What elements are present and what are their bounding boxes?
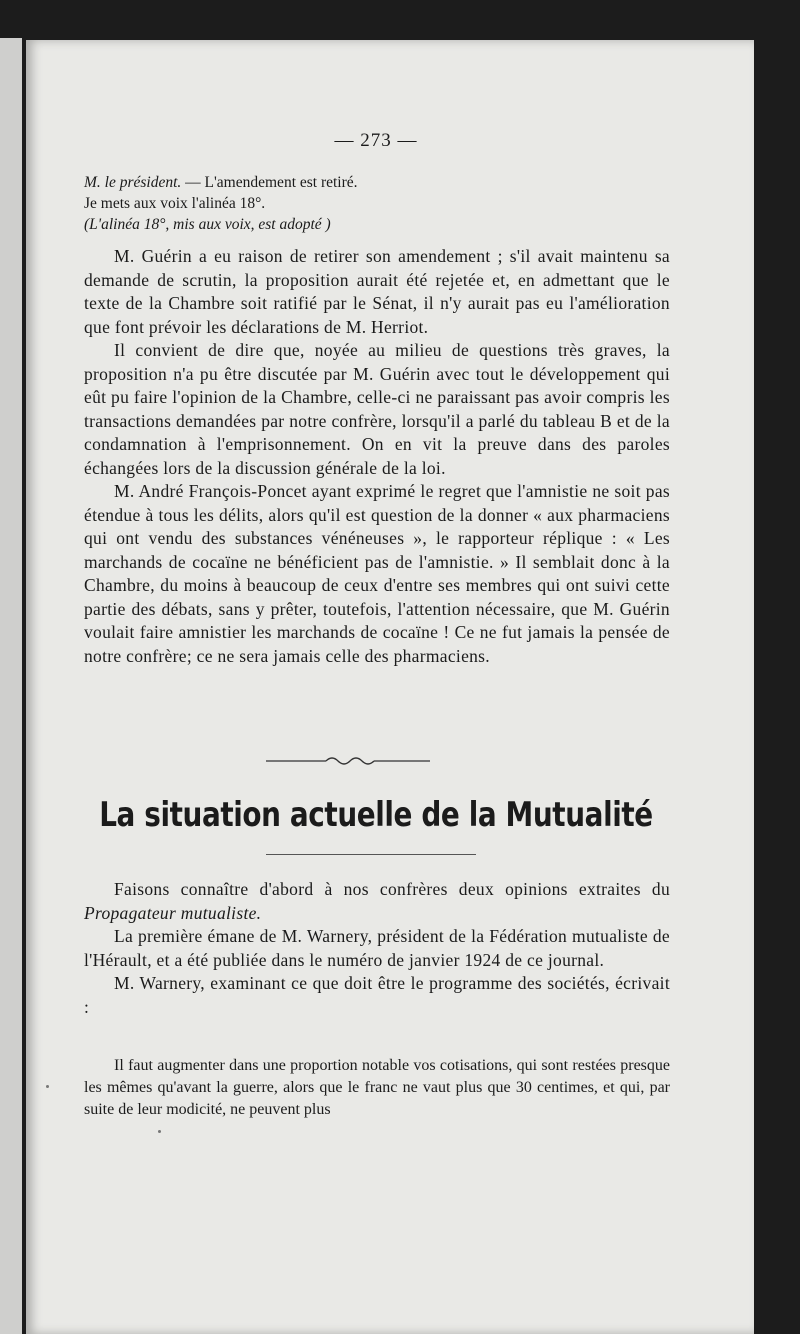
body-paragraphs [84,245,670,668]
opening-lines [84,172,670,235]
quotation: Il faut augmenter dans une proportion notable vos cotisations, qui sont restées presque les mêmes qu'avant la guerre, alors que le franc ne vaut plus que 30 centimes, et qui, par suite de leur modicité, ne peuvent plus [84,1057,670,1118]
title-underline [266,854,476,855]
section-title: La situation actuelle de la Mutualité [99,795,653,835]
journal-title: Propagateur mutualiste. [84,902,262,923]
paragraph: M. André François-Poncet ayant exprimé le regret que l'amnistie ne soit pas étendue à tous les délits, alors qu'il est question de la donner « aux pharmaciens qui ont vendu des substances vénéneuses », le rapporteur réplique : « Les marchands de cocaïne ne bénéficient pas de l'amnistie. » Il semblait donc à la Chambre, du moins à beaucoup de ceux d'entre ses membres qui ont suivi cette partie des débats, sans y prêter, toutefois, l'attention nécessaire, que M. Guérin voulait faire amnistier les marchands de cocaïne ! Ce ne fut jamais la pensée de notre confrère; ce ne sera jamais celle des pharmaciens. [84,481,670,666]
quotation-block [84,1055,670,1121]
paragraph: M. Warnery, examinant ce que doit être le programme des sociétés, écrivait : [84,973,670,1017]
facing-page-edge [0,38,22,1334]
president-line [84,172,670,193]
adopted-line: (L'alinéa 18°, mis aux voix, est adopté ) [84,216,331,233]
page-number: — 273 — [334,130,418,151]
paragraph: Il convient de dire que, noyée au milieu de questions très graves, la proposition n'a pu être discutée par M. Guérin avec tout le développement qui eût pu faire l'opinion de la Chambre, celle-ci ne paraissant pas avoir compris les transactions demandées par notre confrère, lorsqu'il a parlé du tableau B et de la condamnation à l'emprisonnement. On en vit la preuve dans des paroles échangées lors de la discussion générale de la loi. [84,340,670,478]
section-body [84,878,670,1019]
paragraph [84,878,670,925]
ornament-divider-icon [266,754,430,768]
paragraph: M. Guérin a eu raison de retirer son amendement ; s'il avait maintenu sa demande de scrutin, la proposition aurait été rejetée et, en admettant que le texte de la Chambre soit ratifié par le Sénat, il n'y aurait pas eu l'amélioration que font prévoir les déclarations de M. Herriot. [84,246,670,337]
vote-line: Je mets aux voix l'alinéa 18°. [84,195,266,212]
speaker-text: — L'amendement est retiré. [181,174,358,191]
ink-speck [158,1130,161,1133]
document-page [26,40,754,1334]
paragraph: La première émane de M. Warnery, président de la Fédération mutualiste de l'Hérault, et a été publiée dans le numéro de janvier 1924 de ce journal. [84,926,670,970]
ink-speck [46,1085,49,1088]
speaker-label: M. le président. [84,174,182,191]
intro-text: Faisons connaître d'abord à nos confrères deux opinions extraites du [114,879,670,899]
